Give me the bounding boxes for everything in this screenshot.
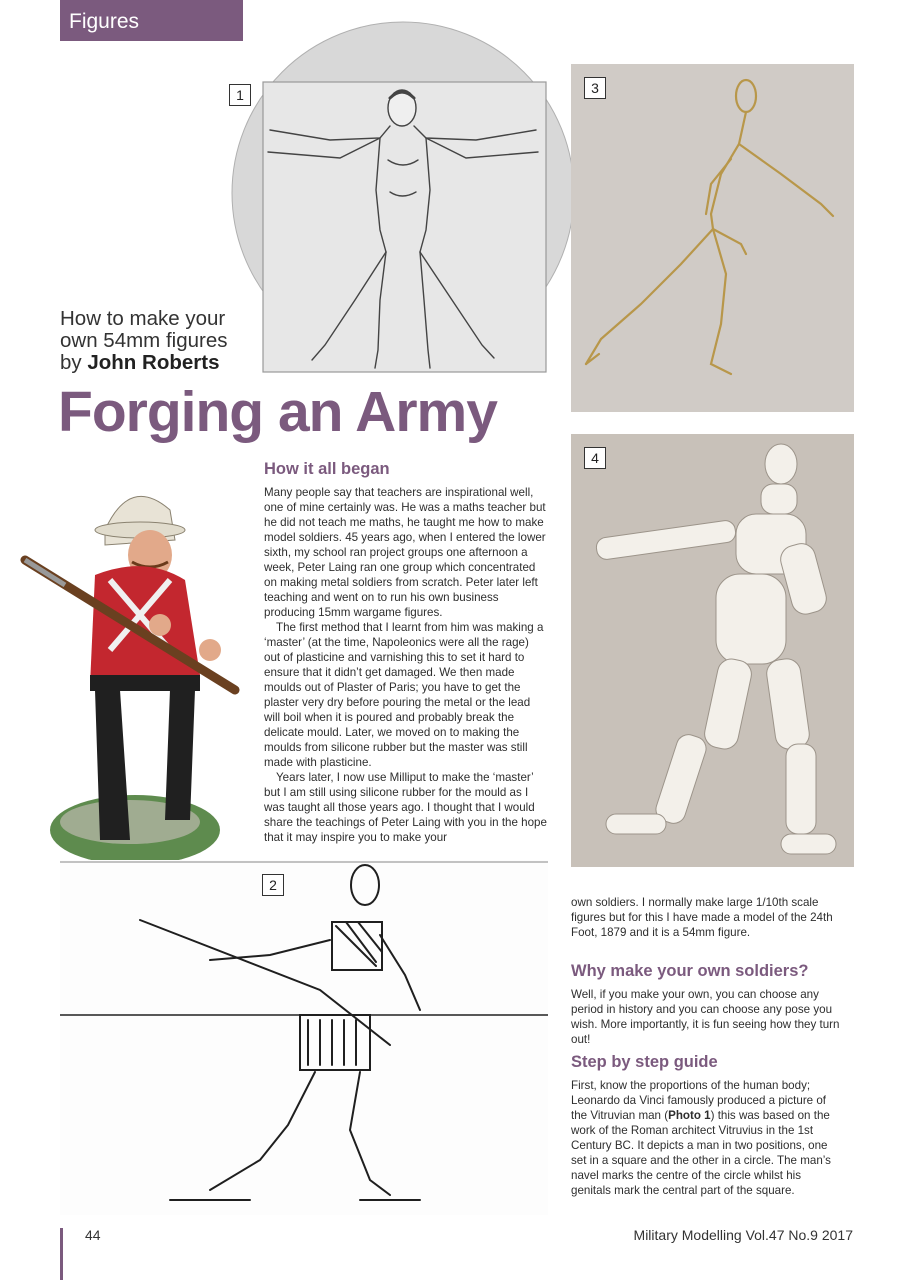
heading-how-it-began: How it all began bbox=[264, 460, 390, 478]
body-column-2-cont: own soldiers. I normally make large 1/10th scale figures but for this I have made a model of the 24th Foot, 1879 and it is a 54mm figure. bbox=[571, 896, 833, 939]
para-began-1: Many people say that teachers are inspirational well, one of mine certainly was. He was a maths teacher but he did not teach me maths, he taught me how to make model soldiers. 45 years ago, when I entered the lower sixth, my school ran project groups one afternoon a week, Peter Laing ran one group which concentrated on making metal soldiers from scratch. Peter later left teaching and went on to run his own business producing 15mm wargame figures. bbox=[264, 486, 546, 619]
footer-accent-bar bbox=[60, 1228, 63, 1280]
subtitle-line-1: How to make your bbox=[60, 307, 226, 330]
photo-4-label: 4 bbox=[584, 447, 606, 469]
page-number: 44 bbox=[85, 1227, 101, 1243]
para-step bbox=[571, 1078, 841, 1198]
section-tab: Figures bbox=[60, 0, 243, 41]
milliput-figure-photo bbox=[571, 434, 854, 867]
photo-1-reference: Photo 1 bbox=[668, 1109, 711, 1122]
photo-2-label: 2 bbox=[262, 874, 284, 896]
author-name: John Roberts bbox=[87, 351, 220, 374]
photo-3-label: 3 bbox=[584, 77, 606, 99]
heading-why: Why make your own soldiers? bbox=[571, 962, 809, 980]
para-why: Well, if you make your own, you can choose any period in history and you can choose any pose you wish. More importantly, it is fun seeing how they turn out! bbox=[571, 988, 840, 1046]
article-title: Forging an Army bbox=[58, 380, 497, 444]
wire-armature-photo bbox=[571, 64, 854, 412]
photo-1-label: 1 bbox=[229, 84, 251, 106]
figure-sketch-image bbox=[60, 860, 548, 1215]
para-step-a: First, know the proportions of the human body; Leonardo da Vinci famously produced a picture of the Vitruvian man ( bbox=[571, 1079, 827, 1122]
body-column-1 bbox=[264, 485, 547, 845]
para-began-3: Years later, I now use Milliput to make the ‘master’ but I am still using silicone rubber for the mould as I was taught all those years ago. I thought that I would share the teachings of Peter Laing with you in the hope that it may inspire you to make your bbox=[264, 771, 547, 844]
heading-step-by-step: Step by step guide bbox=[571, 1053, 718, 1071]
subtitle bbox=[60, 308, 290, 374]
subtitle-line-2: own 54mm figures bbox=[60, 329, 228, 352]
para-step-b: ) this was based on the work of the Roman architect Vitruvius in the 1st Century BC. It depicts a man in two positions, one set in a square and the other in a circle. The man’s navel marks the centre of the circle whilst his genitals mark the central part of the square. bbox=[571, 1109, 831, 1197]
magazine-issue: Military Modelling Vol.47 No.9 2017 bbox=[633, 1227, 853, 1243]
toy-soldier-image bbox=[20, 450, 250, 880]
para-began-2: The first method that I learnt from him was making a ‘master’ (at the time, Napoleonics were all the rage) out of plasticine and varnishing this to set it hard to ensure that it didn’t get damaged. We then made moulds out of Plaster of Paris; you have to get the plaster very dry before pouring the metal or the lead will boil when it is poured and probably break the delicate mould. Later, we moved on to making the moulds from silicone rubber but the master was still made with plasticine. bbox=[264, 621, 544, 769]
subtitle-by: by bbox=[60, 351, 88, 374]
